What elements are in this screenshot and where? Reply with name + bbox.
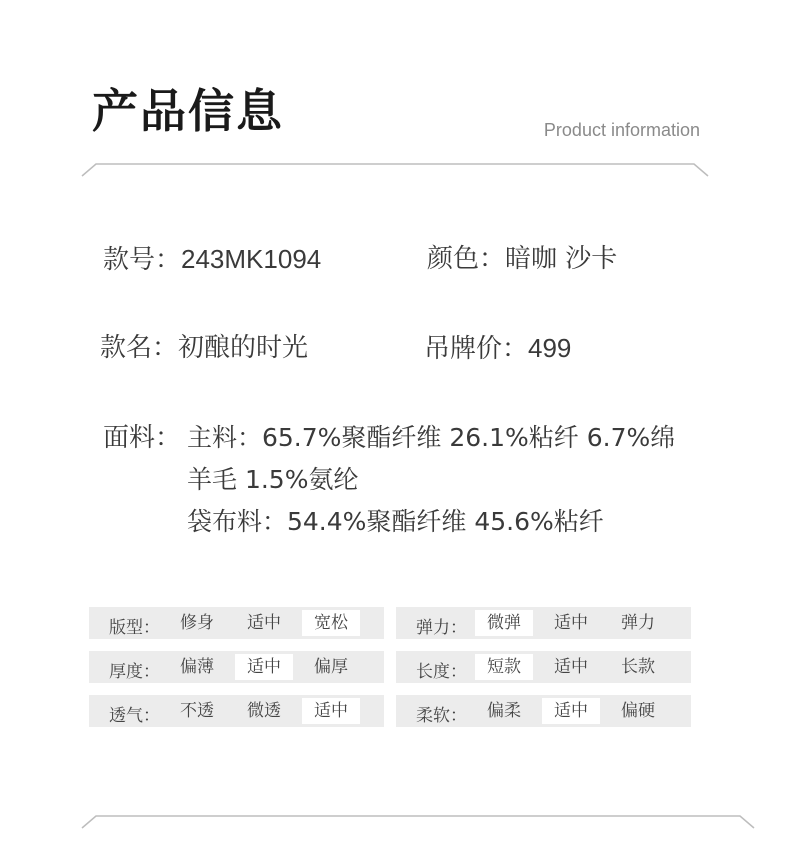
color-row [427,246,617,272]
attr-label: 长度： [416,662,467,682]
attr-label: 版型： [109,618,160,638]
attr-option-selected: 宽松 [302,610,360,636]
attr-fit [89,607,384,639]
attr-option-selected: 适中 [542,698,600,724]
attr-option: 适中 [554,613,588,633]
style-name-row [100,335,308,361]
page-title: 产品信息 [92,84,284,138]
fabric-label: 面料： [103,423,182,453]
attr-softness [396,695,691,727]
attr-option: 偏薄 [180,657,214,677]
attr-option: 偏厚 [314,657,348,677]
style-no-label: 款号： [103,245,182,275]
color-value: 暗咖 沙卡 [505,244,618,274]
attr-option-selected: 适中 [235,654,293,680]
color-label: 颜色： [427,244,506,274]
attr-stretch [396,607,691,639]
style-name-label: 款名： [100,333,179,363]
top-divider [0,160,790,180]
price-row [424,335,571,362]
price-value: 499 [528,333,572,363]
style-no-row [103,246,321,273]
fabric-main-line1: 主料：65.7%聚酯纤维 26.1%粘纤 6.7%绵 [187,423,676,452]
attr-option-selected: 微弹 [475,610,533,636]
attr-length [396,651,691,683]
attr-option: 长款 [621,657,655,677]
attr-option: 偏柔 [487,701,521,721]
attr-label: 弹力： [416,618,467,638]
attr-option: 微透 [247,701,281,721]
attr-option-selected: 短款 [475,654,533,680]
attr-option: 不透 [180,701,214,721]
attr-label: 厚度： [109,662,160,682]
attr-breathability [89,695,384,727]
fabric-lining-line: 袋布料：54.4%聚酯纤维 45.6%粘纤 [187,507,604,536]
attr-option: 弹力 [621,613,655,633]
fabric-main-line2: 羊毛 1.5%氨纶 [187,465,359,494]
attr-option: 修身 [180,613,214,633]
bottom-divider [0,812,790,832]
attr-thickness [89,651,384,683]
attr-label: 透气： [109,706,160,726]
price-label: 吊牌价： [424,334,529,364]
attr-option-selected: 适中 [302,698,360,724]
attr-option: 适中 [247,613,281,633]
attr-label: 柔软： [416,706,467,726]
attr-option: 偏硬 [621,701,655,721]
attr-option: 适中 [554,657,588,677]
style-name-value: 初酿的时光 [178,333,309,363]
style-no-value: 243MK1094 [181,244,322,274]
page-subtitle: Product information [543,120,700,140]
